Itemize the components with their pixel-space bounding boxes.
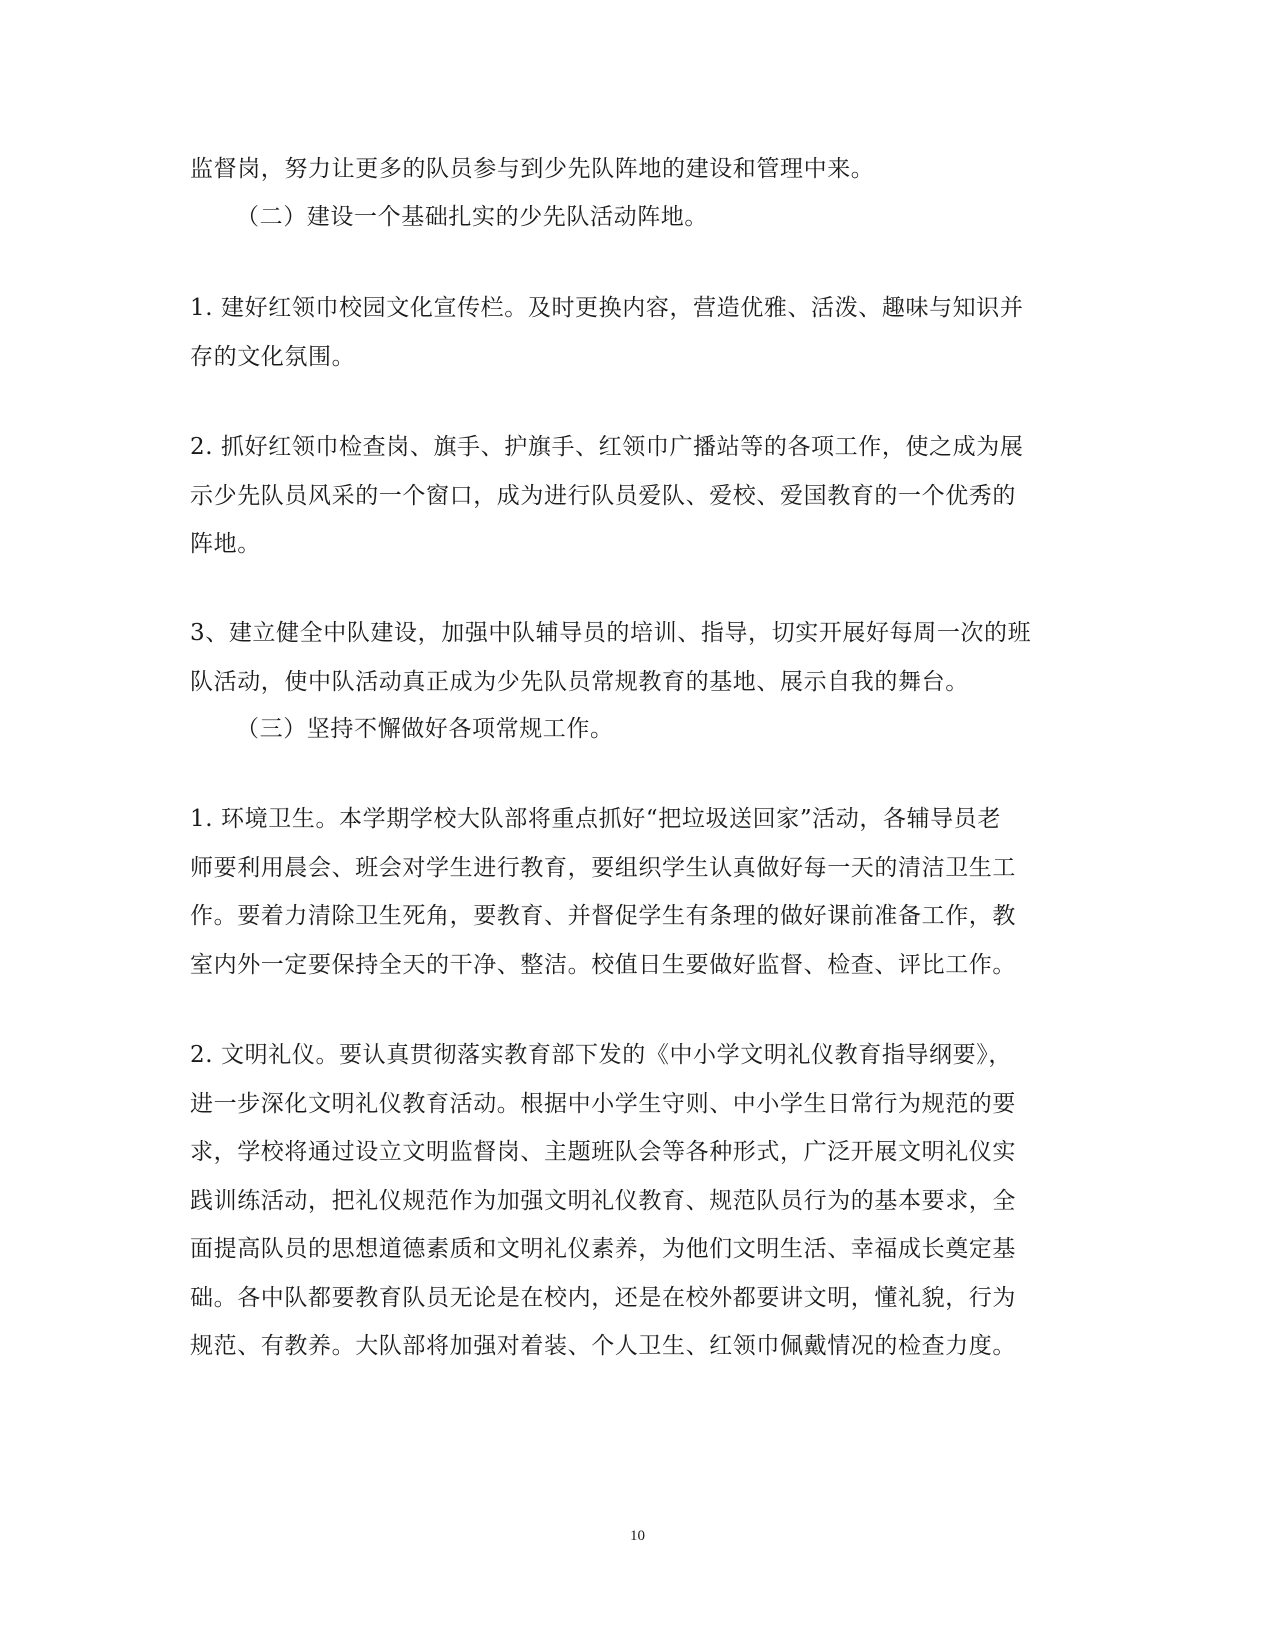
paragraph-etiquette xyxy=(190,1031,1080,1371)
text-line: 阵地。 xyxy=(190,531,261,557)
text-line: 监督岗，努力让更多的队员参与到少先队阵地的建设和管理中来。 xyxy=(190,156,875,182)
text-line: 面提高队员的思想道德素质和文明礼仪素养，为他们文明生活、幸福成长奠定基 xyxy=(190,1236,1016,1262)
text-line: 1. 建好红领巾校园文化宣传栏。及时更换内容，营造优雅、活泼、趣味与知识并 xyxy=(190,295,1024,321)
text-line: 师要利用晨会、班会对学生进行教育，要组织学生认真做好每一天的清洁卫生工 xyxy=(190,854,1016,881)
text-line: 础。各中队都要教育队员无论是在校内，还是在校外都要讲文明，懂礼貌，行为 xyxy=(190,1284,1016,1311)
text-line: 室内外一定要保持全天的干净、整洁。校值日生要做好监督、检查、评比工作。 xyxy=(190,951,1016,978)
text-line: 1. 环境卫生。本学期学校大队部将重点抓好“把垃圾送回家”活动，各辅导员老 xyxy=(190,806,1001,832)
paragraph-item-2 xyxy=(190,423,1080,569)
paragraph-environment xyxy=(190,795,1080,989)
text-line: 作。要着力清除卫生死角，要教育、并督促学生有条理的做好课前准备工作，教 xyxy=(190,903,1016,929)
text-line: 规范、有教养。大队部将加强对着装、个人卫生、红领巾佩戴情况的检查力度。 xyxy=(190,1333,1016,1359)
text-line: 践训练活动，把礼仪规范作为加强文明礼仪教育、规范队员行为的基本要求，全 xyxy=(190,1187,1016,1214)
section-heading-2 xyxy=(190,193,1126,242)
text-line: 示少先队员风采的一个窗口，成为进行队员爱队、爱校、爱国教育的一个优秀的 xyxy=(190,482,1016,509)
text-line: 2. 抓好红领巾检查岗、旗手、护旗手、红领巾广播站等的各项工作，使之成为展 xyxy=(190,434,1024,460)
text-line: 存的文化氛围。 xyxy=(190,343,356,370)
page-number: 10 xyxy=(630,1528,645,1544)
text-line: （二）建设一个基础扎实的少先队活动阵地。 xyxy=(236,204,708,230)
text-line: 2. 文明礼仪。要认真贯彻落实教育部下发的《中小学文明礼仪教育指导纲要》， xyxy=(190,1042,1012,1068)
paragraph-item-3 xyxy=(190,609,1080,706)
paragraph-continuation xyxy=(190,145,1080,194)
text-line: 3、建立健全中队建设，加强中队辅导员的培训、指导，切实开展好每周一次的班 xyxy=(190,620,1032,646)
text-line: 求，学校将通过设立文明监督岗、主题班队会等各种形式，广泛开展文明礼仪实 xyxy=(190,1139,1016,1165)
text-line: （三）坚持不懈做好各项常规工作。 xyxy=(236,716,614,742)
section-heading-3 xyxy=(190,705,1126,754)
text-line: 队活动，使中队活动真正成为少先队员常规教育的基地、展示自我的舞台。 xyxy=(190,668,969,695)
text-line: 进一步深化文明礼仪教育活动。根据中小学生守则、中小学生日常行为规范的要 xyxy=(190,1090,1016,1117)
paragraph-item-1 xyxy=(190,284,1080,381)
